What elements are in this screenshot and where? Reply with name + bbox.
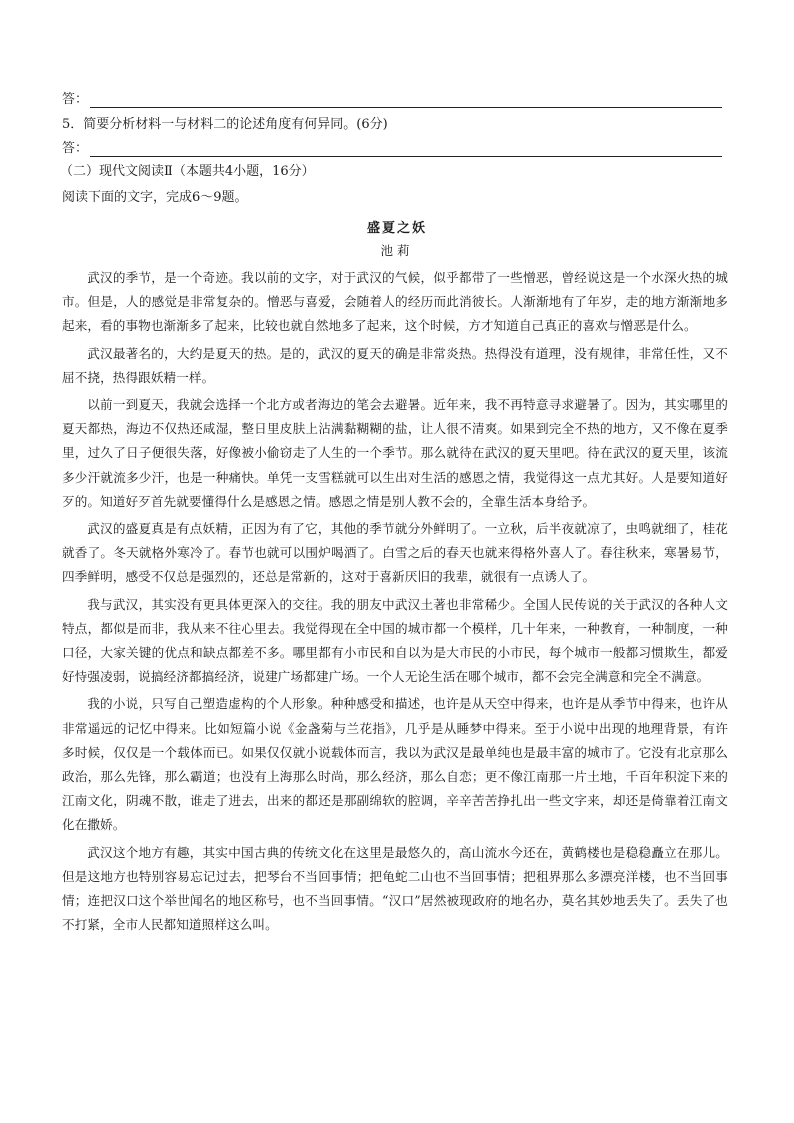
- answer-row-4: [62, 88, 722, 108]
- article-author: 池莉: [380, 243, 414, 258]
- article-paragraph: 武汉的盛夏真是有点妖精，正因为有了它，其他的季节就分外鲜明了。一立秋，后半夜就凉了，虫鸣就细了，桂花就香了。冬天就格外寒冷了。春节也就可以围炉喝酒了。白雪之后的春天也就来得格外喜人了。春往秋来，寒暑易节，四季鲜明，感受不仅总是强烈的，还总是常新的，这对于喜新厌旧的我辈，就很有一点诱人了。: [62, 521, 728, 585]
- answer-blank-line[interactable]: [90, 142, 722, 157]
- article-paragraph: 武汉这个地方有趣，其实中国古典的传统文化在这里是最悠久的，高山流水今还在，黄鹤楼也是稳稳矗立在那儿。但是这地方也特别容易忘记过去，把琴台不当回事情；把龟蛇二山也不当回事情；把租界那么多漂亮洋楼，也不当回事情；连把汉口这个举世闻名的地区称号，也不当回事情。“汉口”居然被现政府的地名办，莫名其妙地丢失了。丢失了也不打紧，全市人民都知道照样这么叫。: [62, 844, 728, 933]
- reading-instruction: 阅读下面的文字，完成6～9题。: [62, 190, 248, 205]
- article-title: 盛夏之妖: [366, 221, 427, 236]
- article-paragraph: 武汉的季节，是一个奇迹。我以前的文字，对于武汉的气候，似乎都带了一些憎恶，曾经说这是一个水深火热的城市。但是，人的感觉是非常复杂的。憎恶与喜爱，会随着人的经历而此消彼长。人渐渐地有了年岁，走的地方渐渐地多起来，看的事物也渐渐多了起来，比较也就自然地多了起来，这个时候，方才知道自己真正的喜欢与憎恶是什么。: [62, 270, 728, 334]
- answer-label: 答：: [62, 141, 89, 156]
- section-title: （二）现代文阅读Ⅱ（本题共4小题，16分）: [60, 164, 315, 179]
- answer-row-5: [62, 137, 722, 157]
- article-body: [62, 266, 728, 940]
- article-paragraph: 我与武汉，其实没有更具体更深入的交往。我的朋友中武汉土著也非常稀少。全国人民传说的关于武汉的各种人文特点，都似是而非，我从来不往心里去。我觉得现在全中国的城市都一个模样，几十年来，一种教育，一种制度，一种口径，大家关键的优点和缺点都差不多。哪里都有小市民和自以为是大市民的小市民，每个城市一般都习惯欺生，都爱好恃强凌弱，说搞经济都搞经济，说建广场都建广场。一个人无论生活在哪个城市，都不会完全满意和完全不满意。: [62, 596, 728, 685]
- answer-label: 答：: [62, 92, 89, 107]
- article-paragraph: 我的小说，只写自己塑造虚构的个人形象。种种感受和描述，也许是从天空中得来，也许是从季节中得来，也许从非常遥远的记忆中得来。比如短篇小说《金盏菊与兰花指》，几乎是从睡梦中得来。至于小说中出现的地理背景，有许多时候，仅仅是一个载体而已。如果仅仅就小说载体而言，我以为武汉是最单纯也是最丰富的城市了。它没有北京那么政治，那么先锋，那么霸道；也没有上海那么时尚，那么经济，那么自恋；更不像江南那一片土地，千百年积淀下来的江南文化，阴魂不散，谁走了进去，出来的都还是那副绵软的腔调，辛辛苦苦挣扎出一些文字来，却还是倚靠着江南文化在撒娇。: [62, 696, 728, 833]
- question-5: 5．简要分析材料一与材料二的论述角度有何异同。(6分): [62, 117, 388, 132]
- answer-blank-line[interactable]: [90, 93, 722, 108]
- article-paragraph: 以前一到夏天，我就会选择一个北方或者海边的笔会去避暑。近年来，我不再特意寻求避暑了。因为，其实哪里的夏天都热，海边不仅热还咸湿，整日里皮肤上沾满黏糊糊的盐，让人很不清爽。如果到完全不热的地方，又不像在夏季里，过久了日子便很失落，好像被小偷窃走了人生的一个季节。那么就待在武汉的夏天里吧。待在武汉的夏天里，该流多少汗就流多少汗，也是一种痛快。单凭一支雪糕就可以生出对生活的感恩之情，我觉得这一点尤其好。人是要知道好歹的。知道好歹首先就要懂得什么是感恩之情。感恩之情是别人教不会的，全靠生活本身给予。: [62, 397, 728, 509]
- article-paragraph: 武汉最著名的，大约是夏天的热。是的，武汉的夏天的确是非常炎热。热得没有道理，没有规律，非常任性，又不屈不挠，热得跟妖精一样。: [62, 345, 728, 385]
